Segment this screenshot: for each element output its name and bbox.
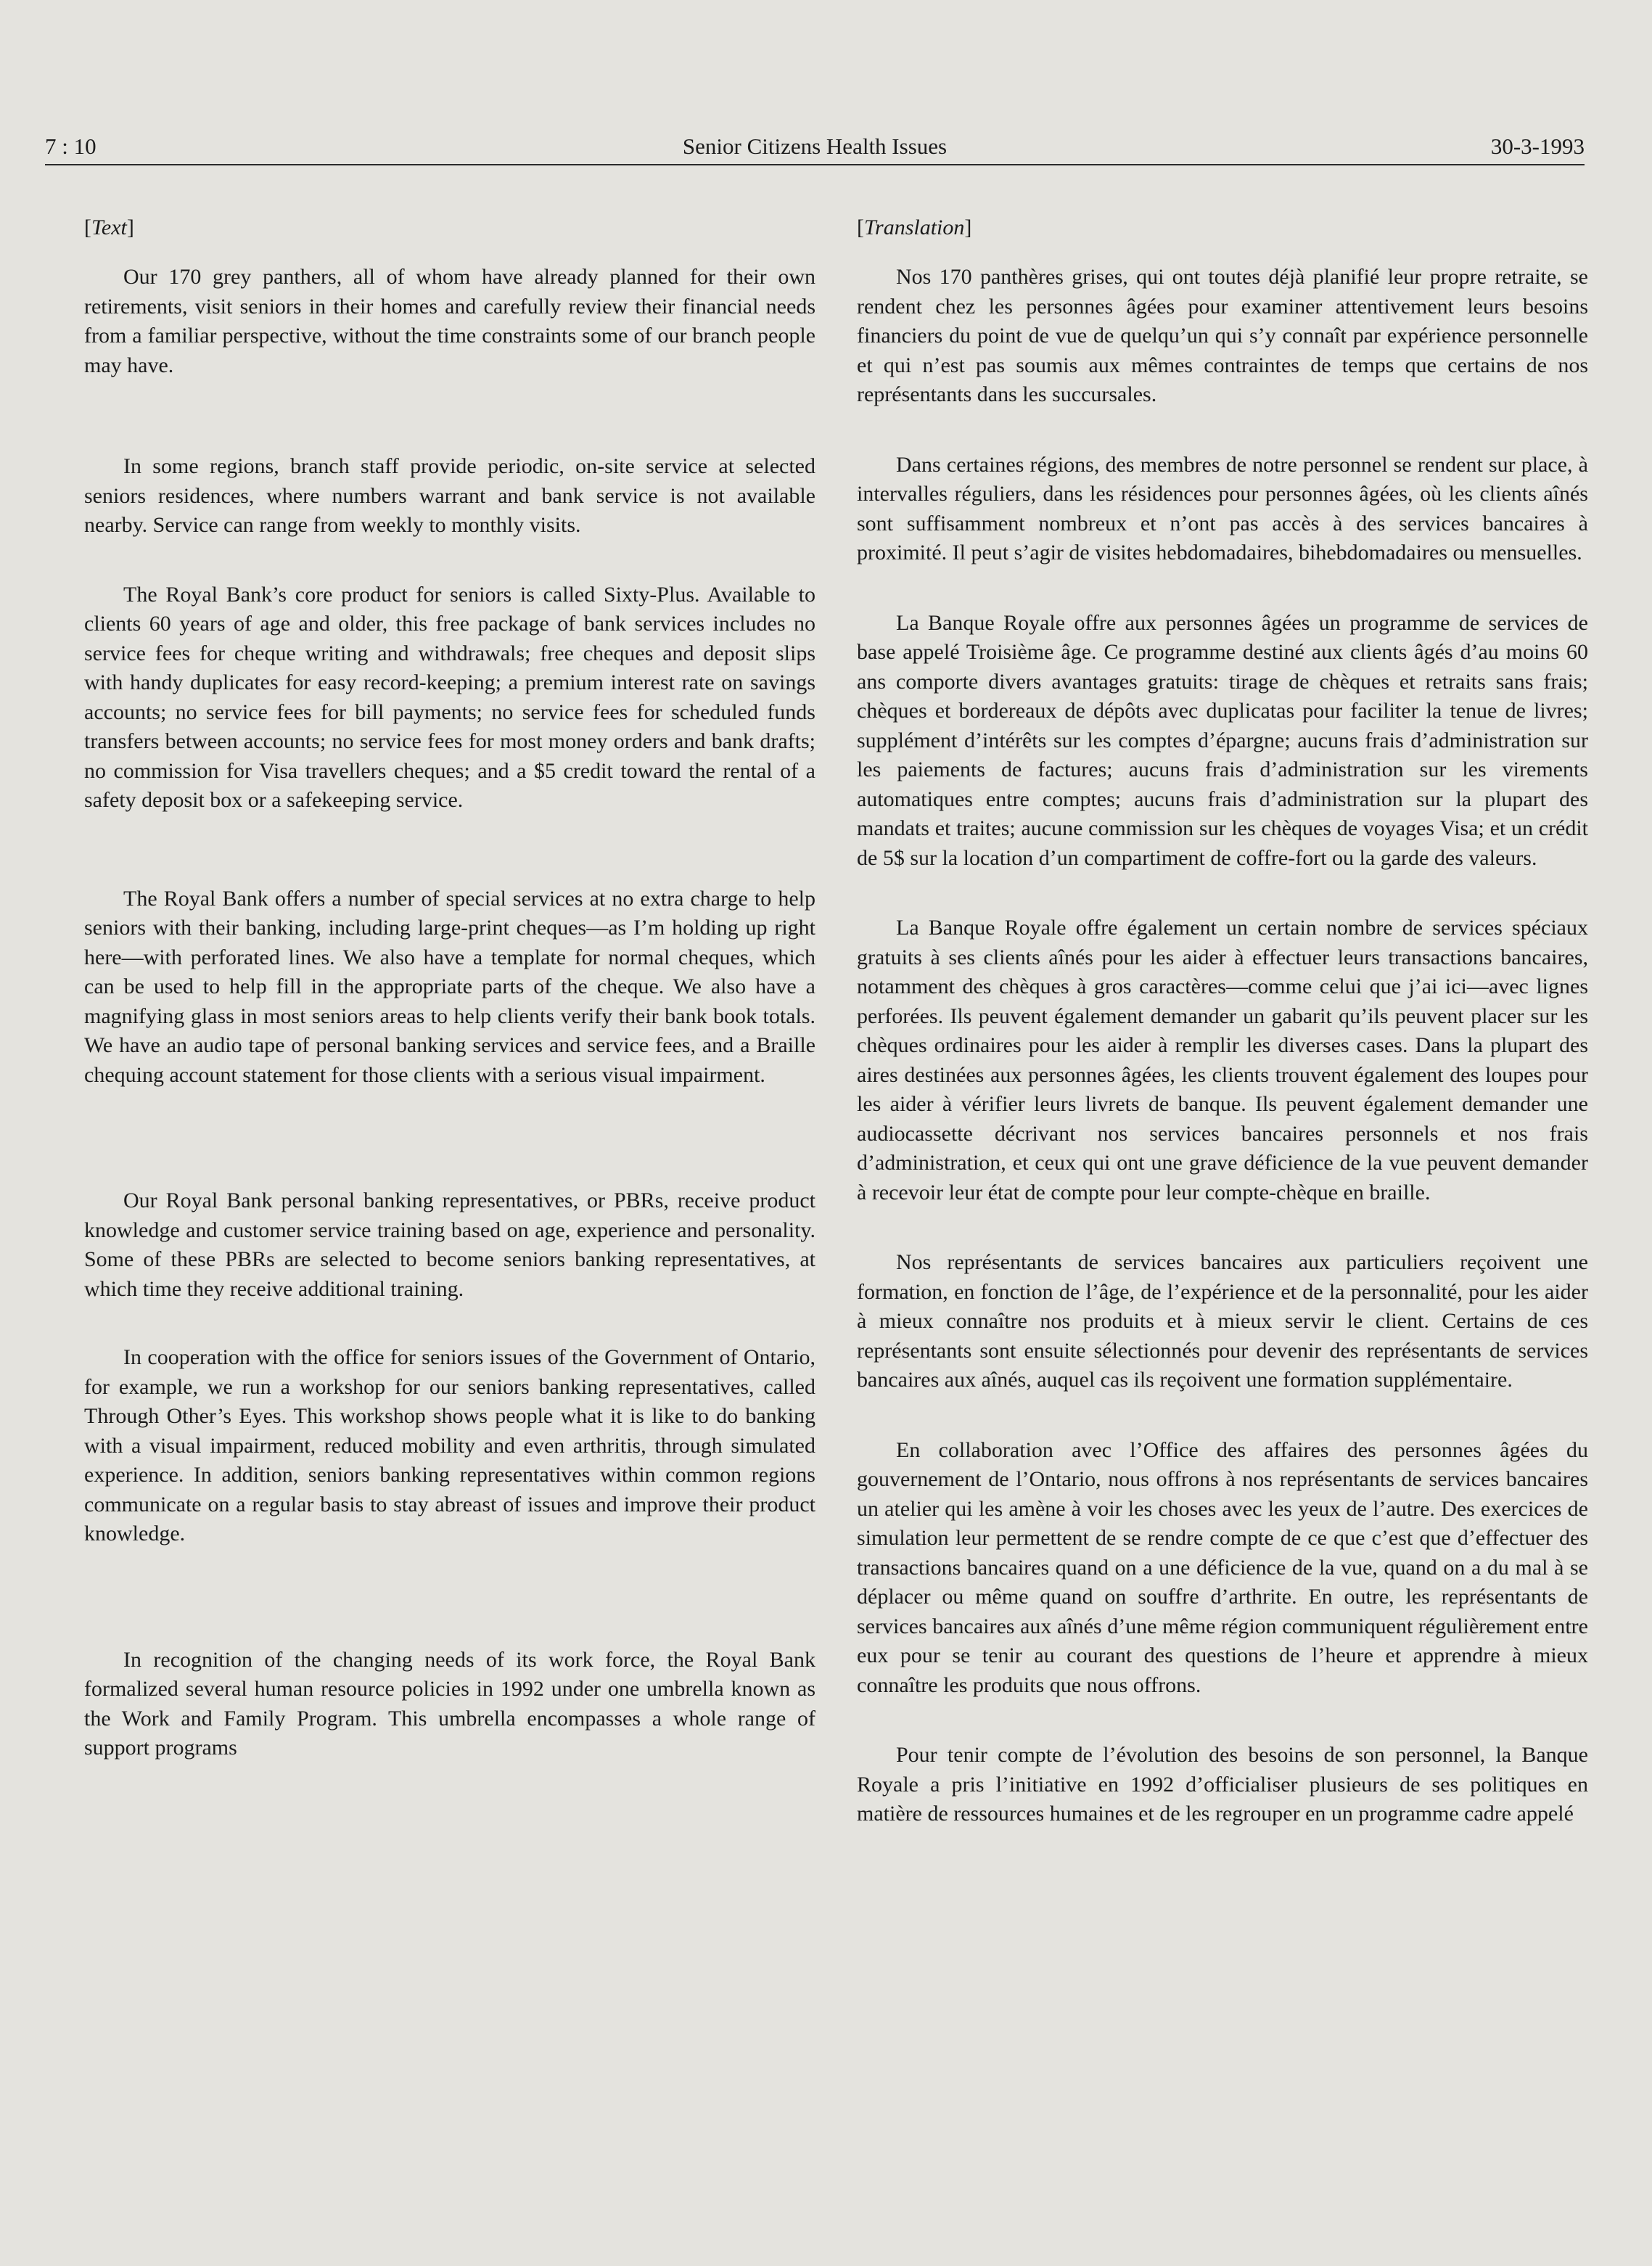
paragraph: Dans certaines régions, des membres de notre personnel se rendent sur place, à intervalles réguliers, dans les résidences pour personnes âgées, où les clients aînés sont suffisamment nombreux et n’ont pas accès à des services bancaires à proximité. Il peut s’agir de visites hebdomadaires, bihebdomadaires ou mensuelles. — [857, 452, 1588, 565]
paragraph: Our 170 grey panthers, all of whom have already planned for their own retirements, visit seniors in their homes and carefully review their financial needs from a familiar perspective, without the time constraints some of our branch people may have. — [84, 265, 815, 377]
paragraph: La Banque Royale offre également un certain nombre de services spéciaux gratuits à ses clients aînés pour les aider à effectuer leurs transactions bancaires, notamment des chèques à gros caractères—comme celui que j’ai ici—avec lignes perforées. Ils peuvent également demander un gabarit qu’ils peuvent placer sur les chèques ordinaires pour les aider à remplir les diverses cases. Dans la plupart des aires destinées aux personnes âgées, les clients trouvent également des loupes pour les aider à vérifier leurs livrets de banque. Ils peuvent également demander une audiocassette décrivant nos services bancaires personnels et nos frais d’administration, et ceux qui ont une grave déficience de la vue peuvent demander à recevoir leur état de compte pour leur compte-chèque en braille. — [857, 916, 1588, 1204]
page-header — [45, 128, 1585, 165]
paragraph: La Banque Royale offre aux personnes âgées un programme de services de base appelé Troisième âge. Ce programme destiné aux clients âgés d’au moins 60 ans comporte divers avantages gratuits: tirage de chèques et retraits sans frais; chèques et bordereaux de dépôts avec duplicatas pour faciliter la tenue de livres; supplément d’intérêts sur les comptes d’épargne; aucuns frais d’administration sur les paiements de factures; aucuns frais d’administration sur les virements automatiques entre comptes; aucuns frais d’administration sur la plupart des mandats et traites; aucune commission sur les chèques de voyages Visa; et un crédit de 5$ sur la location d’un compartiment de coffre-fort ou la garde des valeurs. — [857, 610, 1588, 870]
paragraph: In cooperation with the office for seniors issues of the Government of Ontario, for example, we run a workshop for our seniors banking representatives, called Through Other’s Eyes. This workshop shows people what it is like to do banking with a visual impairment, reduced mobility and even arthritis, through simulated experience. In addition, seniors banking representatives within common regions communicate on a regular basis to stay abreast of issues and improve their product knowledge. — [84, 1345, 815, 1545]
paragraph: Our Royal Bank personal banking representatives, or PBRs, receive product knowledge and customer service training based on age, experience and personality. Some of these PBRs are selected to become seniors banking representatives, at which time they receive additional training. — [84, 1189, 815, 1301]
french-column — [857, 213, 1588, 1829]
paragraph: In recognition of the changing needs of its work force, the Royal Bank formalized several human resource policies in 1992 under one umbrella known as the Work and Family Program. This umbrella encompasses a whole range of support programs — [84, 1647, 815, 1760]
paragraph: Pour tenir compte de l’évolution des besoins de son personnel, la Banque Royale a pris l’initiative en 1992 d’officialiser plusieurs de ses politiques en matière de ressources humaines et de les regrouper en un programme cadre appelé — [857, 1743, 1588, 1826]
english-column — [84, 213, 815, 1763]
paragraph: En collaboration avec l’Office des affaires des personnes âgées du gouvernement de l’Ontario, nous offrons à nos représentants de services bancaires un atelier qui les amène à voir les choses avec les yeux de l’autre. Des exercices de simulation leur permettent de se rendre compte de ce que c’est que d’effectuer des transactions bancaires quand on a une déficience de la vue, quand on a du mal à se déplacer ou même quand on souffre d’arthrite. En outre, les représentants de services bancaires aux aînés d’une même région communiquent régulièrement entre eux pour se tenir au courant des questions de l’heure et apprendre à mieux connaître les produits que nous offrons. — [857, 1437, 1588, 1697]
paragraph: In some regions, branch staff provide periodic, on-site service at selected seniors residences, where numbers warrant and bank service is not available nearby. Service can range from weekly to monthly visits. — [84, 454, 815, 537]
sitting-date: 30-3-1993 — [1490, 134, 1585, 159]
running-title: Senior Citizens Health Issues — [682, 134, 948, 159]
paragraph: Nos 170 panthères grises, qui ont toutes déjà planifié leur propre retraite, se rendent chez les personnes âgées pour examiner attentivement leurs besoins financiers du point de vue de quelqu’un qui s’y connaît par expérience personnelle et qui n’est pas soumis aux mêmes contraintes de temps que certains de nos représentants dans les succursales. — [857, 265, 1588, 406]
paragraph: The Royal Bank offers a number of special services at no extra charge to help seniors with their banking, including large-print cheques—as I’m holding up right here—with perforated lines. We also have a template for normal cheques, which can be used to help fill in the appropriate parts of the cheque. We also have a magnifying glass in most seniors areas to help clients verify their bank book totals. We have an audio tape of personal banking services and service fees, and a Braille chequing account statement for those clients with a serious visual impairment. — [84, 886, 815, 1087]
translation-label: [Translation] — [857, 215, 972, 239]
paragraph: Nos représentants de services bancaires aux particuliers reçoivent une formation, en fonction de l’âge, de l’expérience et de la personnalité, pour les aider à mieux connaître nos produits et à mieux servir le client. Certains de ces représentants sont ensuite sélectionnés pour devenir des représentants de services bancaires aux aînés, auquel cas ils reçoivent une formation supplémentaire. — [857, 1250, 1588, 1392]
page-number: 7 : 10 — [45, 134, 96, 159]
paragraph: The Royal Bank’s core product for seniors is called Sixty-Plus. Available to clients 60 years of age and older, this free package of bank services includes no service fees for cheque writing and withdrawals; free cheques and deposit slips with handy duplicates for easy record-keeping; a premium interest rate on savings accounts; no service fees for bill payments; no service fees for scheduled funds transfers between accounts; no service fees for most money orders and bank drafts; no commission for Visa travellers cheques; and a $5 credit toward the rental of a safety deposit box or a safekeeping service. — [84, 582, 815, 812]
text-label: [Text] — [84, 215, 134, 239]
